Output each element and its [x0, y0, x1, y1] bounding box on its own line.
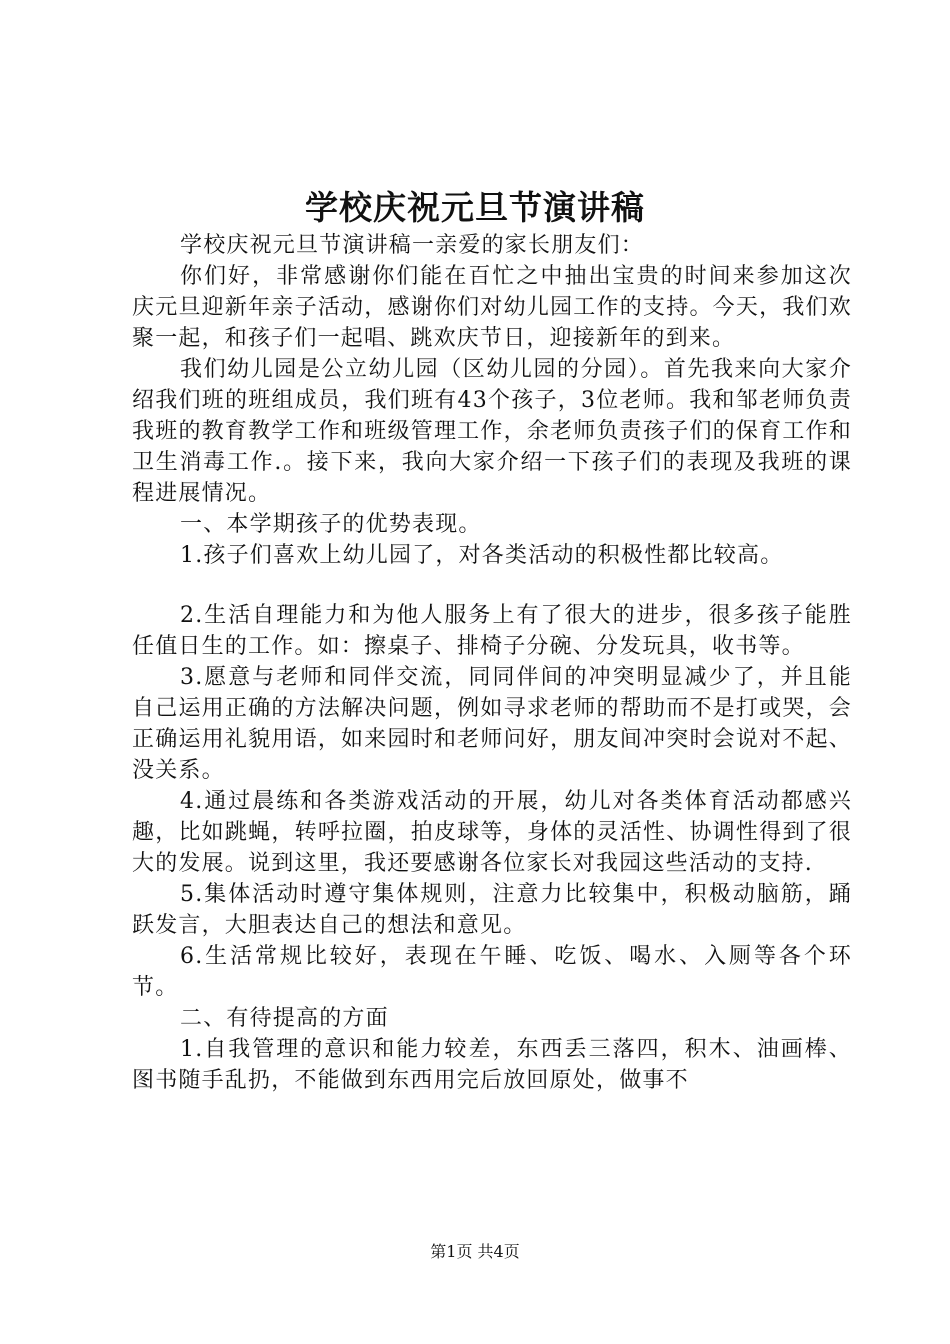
- strength-item-2: 2.生活自理能力和为他人服务上有了很大的进步，很多孩子能胜任值日生的工作。如：擦桌子、排椅子分碗、分发玩具，收书等。: [132, 603, 852, 659]
- strength-item-4: 4.通过晨练和各类游戏活动的开展，幼儿对各类体育活动都感兴趣，比如跳蝇，转呼拉圈，拍皮球等，身体的灵活性、协调性得到了很大的发展。说到这里，我还要感谢各位家长对我园这些活动的支持.: [132, 789, 852, 876]
- strength-item-5: 5.集体活动时遵守集体规则，注意力比较集中，积极动脑筋，踊跃发言，大胆表达自己的想法和意见。: [132, 882, 852, 938]
- paragraph-greeting: 你们好，非常感谢你们能在百忙之中抽出宝贵的时间来参加这次庆元旦迎新年亲子活动，感谢你们对幼儿园工作的支持。今天，我们欢聚一起，和孩子们一起唱、跳欢庆节日，迎接新年的到来。: [132, 264, 852, 351]
- paragraph-salutation: 学校庆祝元旦节演讲稿一亲爱的家长朋友们：: [180, 233, 645, 258]
- document-title: 学校庆祝元旦节演讲稿: [305, 188, 645, 227]
- document-body: [132, 230, 852, 1096]
- strength-item-6: 6.生活常规比较好，表现在午睡、吃饭、喝水、入厕等各个环节。: [132, 944, 852, 1000]
- paragraph-class-intro: 我们幼儿园是公立幼儿园（区幼儿园的分园）。首先我来向大家介绍我们班的班组成员，我们班有43个孩子，3位老师。我和邹老师负责我班的教育教学工作和班级管理工作，余老师负责孩子们的保育工作和卫生消毒工作.。接下来，我向大家介绍一下孩子们的表现及我班的课程进展情况。: [132, 357, 852, 506]
- strength-item-1: 1.孩子们喜欢上幼儿园了，对各类活动的积极性都比较高。: [180, 543, 784, 568]
- section-heading-strengths: 一、本学期孩子的优势表现。: [180, 512, 482, 537]
- strength-item-3: 3.愿意与老师和同伴交流，同同伴间的冲突明显减少了，并且能自己运用正确的方法解决问题，例如寻求老师的帮助而不是打或哭，会正确运用礼貌用语，如来园时和老师问好，朋友间冲突时会说对不起、没关系。: [132, 665, 852, 783]
- page-footer: 第1页 共4页: [430, 1242, 520, 1261]
- section-heading-improvements: 二、有待提高的方面: [180, 1006, 389, 1031]
- improvement-item-1: 1.自我管理的意识和能力较差，东西丢三落四，积木、油画棒、图书随手乱扔，不能做到东西用完后放回原处，做事不: [132, 1037, 852, 1093]
